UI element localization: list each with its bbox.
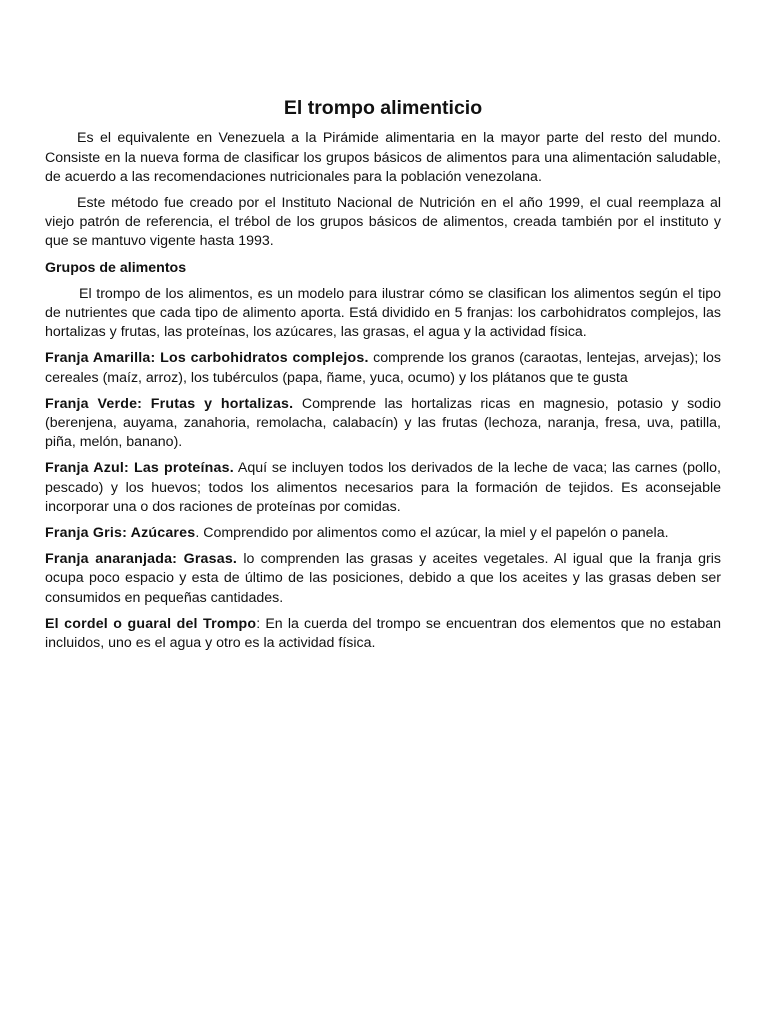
cordel-paragraph bbox=[45, 615, 721, 653]
franja-azul-heading: Franja Azul: Las proteínas. bbox=[45, 460, 234, 477]
cordel-heading: El cordel o guaral del Trompo bbox=[45, 615, 257, 632]
section-heading: Grupos de alimentos bbox=[45, 259, 187, 276]
franja-verde-text: Comprende las hortalizas ricas en magnesio, potasio y sodio (berenjena, auyama, zanahoria, remolacha, calabacín) y las frutas (lechoza, naranja, fresa, uva, patilla, piña, melón, banano). bbox=[45, 395, 722, 451]
franja-gris-heading: Franja Gris: Azúcares bbox=[45, 525, 196, 542]
franja-amarilla-text: comprende los granos (caraotas, lentejas, arvejas); los cereales (maíz, arroz), los tubérculos (papa, ñame, yuca, ocumo) y los plátanos que te gusta bbox=[45, 350, 721, 386]
franja-azul-text: Aquí se incluyen todos los derivados de la leche de vaca; las carnes (pollo, pescado) y los huevos; todos los alimentos necesarios para la formación de tejidos. Es aconsejable incorporar una o dos raciones de proteínas por comidas. bbox=[45, 460, 721, 515]
section-intro-paragraph: El trompo de los alimentos, es un modelo para ilustrar cómo se clasifican los alimentos según el tipo de nutrientes que cada tipo de alimento aporta. Está dividido en 5 franjas: los carbohidratos complejos, las hortalizas y frutas, las proteínas, los azúcares, las grasas, el agua y la actividad física. bbox=[45, 285, 721, 341]
franja-anaranjada-paragraph bbox=[45, 550, 721, 608]
franja-verde-heading: Franja Verde: Frutas y hortalizas. bbox=[45, 395, 294, 412]
document-title: El trompo alimenticio bbox=[283, 97, 483, 119]
franja-amarilla-paragraph bbox=[45, 349, 721, 387]
franja-gris-paragraph bbox=[45, 524, 721, 543]
cordel-text: : En la cuerda del trompo se encuentran dos elementos que no estaban incluidos, uno es el agua y otro es la actividad física. bbox=[45, 615, 721, 652]
franja-amarilla-heading: Franja Amarilla: Los carbohidratos complejos. bbox=[45, 350, 369, 367]
franja-verde-paragraph bbox=[45, 395, 721, 453]
intro-paragraph-1: Es el equivalente en Venezuela a la Pirámide alimentaria en la mayor parte del resto del mundo. Consiste en la nueva forma de clasificar los grupos básicos de alimentos para una alimentación saludable, de acuerdo a las recomendaciones nutricionales para la población venezolana. bbox=[45, 130, 721, 185]
intro-paragraph-2: Este método fue creado por el Instituto Nacional de Nutrición en el año 1999, el cual reemplaza al viejo patrón de referencia, el trébol de los grupos básicos de alimentos, creada también por el instituto y que se mantuvo vigente hasta 1993. bbox=[45, 195, 721, 250]
franja-anaranjada-text: lo comprenden las grasas y aceites vegetales. Al igual que la franja gris ocupa poco espacio y esta de último de las posiciones, debido a que los aceites y las grasas deben ser consumidos en pequeñas cantidades. bbox=[45, 551, 722, 606]
franja-anaranjada-heading: Franja anaranjada: Grasas. bbox=[45, 551, 238, 568]
franja-gris-text: . Comprendido por alimentos como el azúcar, la miel y el papelón o panela. bbox=[195, 525, 669, 542]
franja-azul-paragraph bbox=[45, 459, 721, 517]
document-page bbox=[45, 97, 721, 660]
